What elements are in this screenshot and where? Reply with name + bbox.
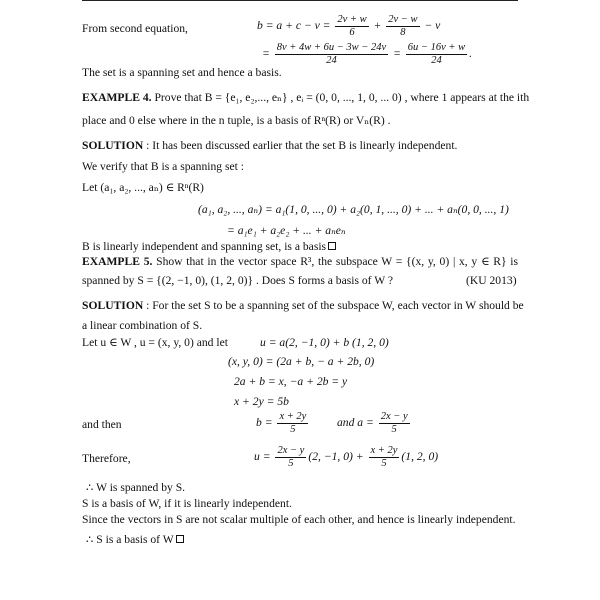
example-4-line2: place and 0 else where in the n tuple, is a basis of Rⁿ(R) or Vₙ(R) . (82, 114, 391, 127)
eq-b-text: b = a + c − v = (257, 19, 331, 33)
fraction-8 (369, 445, 400, 470)
fraction-numerator: x + 2y (370, 445, 398, 456)
fraction-denominator: 5 (290, 424, 296, 435)
vector-1: (2, −1, 0) + (308, 450, 364, 464)
a-eq-text: and a = (337, 416, 374, 430)
therefore-label: Therefore, (82, 452, 131, 465)
example-5-text: Show that in the vector space R³, the subspace W = {(x, y, 0) | x, y ∈ R} is (152, 255, 519, 268)
let-a-tuple: Let (a₁, a₂, ..., aₙ) ∈ Rⁿ(R) (82, 181, 204, 194)
spanning-set-statement: The set is a spanning set and hence a basis. (82, 66, 282, 79)
x-plus-2y-equation: x + 2y = 5b (234, 395, 289, 408)
fraction-denominator: 5 (391, 424, 397, 435)
example-5-label: EXAMPLE 5. (82, 255, 153, 268)
from-second-equation: From second equation, (82, 22, 188, 35)
fraction-5 (277, 411, 308, 436)
conclusion (86, 533, 184, 547)
vector-2: (1, 2, 0) (401, 450, 439, 464)
solution-label: SOLUTION (82, 139, 144, 152)
and-then-label: and then (82, 418, 122, 431)
fraction-denominator: 24 (326, 55, 337, 66)
system-equation: 2a + b = x, −a + 2b = y (234, 375, 348, 388)
fraction-numerator: 6u − 16v + w (407, 42, 466, 53)
b-is-basis (82, 240, 336, 254)
fraction-numerator: 2v − w (388, 14, 418, 25)
u-combination: u = a(2, −1, 0) + b (1, 2, 0) (260, 336, 389, 349)
fraction-denominator: 8 (400, 27, 406, 38)
fraction-denominator: 6 (349, 27, 355, 38)
fraction-denominator: 5 (288, 458, 294, 469)
example-4-line1 (82, 91, 530, 105)
example-5-line1 (82, 255, 518, 269)
top-rule (82, 0, 518, 1)
w-spanned-by-s: ∴ W is spanned by S. (86, 481, 186, 494)
fraction-denominator: 24 (431, 55, 442, 66)
solution-5-line1 (82, 299, 524, 313)
minus-v: − v (424, 19, 441, 33)
a-solution (337, 411, 412, 436)
plus-sign: + (373, 19, 382, 33)
b-eq-text: b = (256, 416, 273, 430)
expansion-equation: (a₁, a₂, ..., aₙ) = a₁(1, 0, ..., 0) + a₂(0, 1, ..., 0) + ... + aₙ(0, 0, ..., 1) (198, 203, 509, 216)
u-expression (254, 445, 438, 470)
fraction-7 (275, 445, 306, 470)
verify-spanning: We verify that B is a spanning set : (82, 160, 244, 173)
u-eq-text: u = (254, 450, 271, 464)
solution-5-line2: a linear combination of S. (82, 319, 203, 332)
s-basis-condition: S is a basis of W, if it is linearly independent. (82, 497, 292, 510)
ku-reference: (KU 2013) (466, 274, 517, 287)
b-is-basis-text: B is linearly independent and spanning set, is a basis (82, 240, 327, 253)
equation-b-line1 (257, 14, 440, 39)
solution-1 (82, 139, 457, 153)
solution-text: : For the set S to be a spanning set of the subspace W, each vector in W should be (143, 299, 524, 312)
fraction-denominator: 5 (381, 458, 387, 469)
let-u-in-w: Let u ∈ W , u = (x, y, 0) and let (82, 336, 228, 349)
equals-sign: = (393, 47, 401, 61)
fraction-numerator: x + 2y (279, 411, 307, 422)
fraction-3 (275, 42, 388, 67)
qed-box (328, 242, 336, 250)
fraction-numerator: 2v + w (337, 14, 367, 25)
solution-text: : It has been discussed earlier that the set B is linearly independent. (143, 139, 458, 152)
xy0-equation: (x, y, 0) = (2a + b, − a + 2b, 0) (228, 355, 375, 368)
qed-box (176, 535, 184, 543)
fraction-numerator: 8v + 4w + 6u − 3w − 24v (276, 42, 387, 53)
fraction-1 (335, 14, 368, 39)
example-4-text: Prove that B = {e₁, e₂,..., eₙ} , eᵢ = (0, 0, ..., 1, 0, ... 0) , where 1 appears at the ith (151, 91, 530, 104)
conclusion-text: ∴ S is a basis of W (86, 533, 174, 546)
fraction-numerator: 2x − y (277, 445, 305, 456)
fraction-6 (379, 411, 410, 436)
solution-label: SOLUTION (82, 299, 144, 312)
equals-sign: = (262, 47, 270, 61)
linear-independence-reason: Since the vectors in S are not scalar multiple of each other, and hence is linearly independent. (82, 513, 516, 526)
fraction-2 (386, 14, 419, 39)
basis-combination: = a₁e₁ + a₂e₂ + ... + aₙeₙ (227, 224, 346, 237)
example-4-label: EXAMPLE 4. (82, 91, 152, 104)
example-5-line2: spanned by S = {(2, −1, 0), (1, 2, 0)} . Does S forms a basis of W ? (82, 274, 394, 287)
b-solution (256, 411, 310, 436)
equation-b-line2 (262, 42, 472, 67)
fraction-4 (406, 42, 467, 67)
period: . (469, 47, 473, 61)
fraction-numerator: 2x − y (380, 411, 408, 422)
